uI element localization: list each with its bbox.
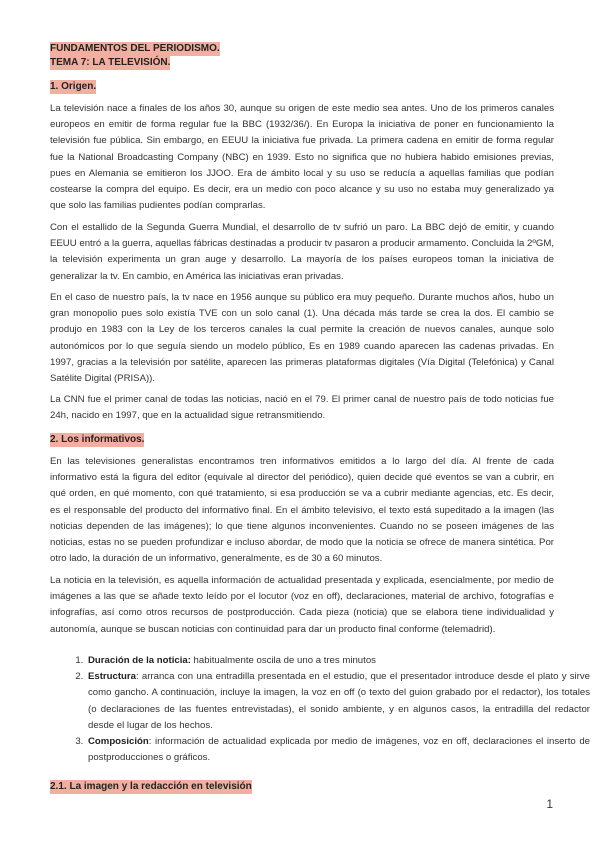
news-paragraph-2: La noticia en la televisión, es aquella información de actualidad presentada y explicada, esencialmente, por medio de imágenes a las que se añade texto leído por el locutor (voz en off), declaraciones, material de archivo, fotografías e infografías, así como otros recursos de postproducción. Cada pieza (noticia) que se elabora tiene individualidad y autonomía, aunque se buscan noticias con continuidad para dar un producto final conforme (telemadrid). — [50, 575, 554, 635]
news-feature-list — [50, 653, 590, 766]
news-paragraph-1: En las televisiones generalistas encontramos tren informativos emitidos a lo largo del día. Al frente de cada informativo está la figura del editor (equivale al director del periódico), quien decide qué eventos se van a cubrir, en qué orden, en qué momento, con qué tratamiento, si esa producción se va a cubrir mediante agencias, etc. Es decir, es el responsable del producto del informativo final. En el ámbito televisivo, el texto está supeditado a la imagen (las noticias dependen de las imágenes); lo que tiene algunos inconvenientes. Cuando no se poseen imágenes de las noticias, estas no se pueden profundizar e incluso abordar, de modo que la noticia se ofrece de manera sintética. Por otro lado, la duración de un informativo, generalmente, es de 30 a 60 minutos. — [50, 456, 554, 565]
list-item — [86, 653, 590, 669]
list-item-term: Duración de la noticia: — [88, 655, 191, 666]
section-heading-origin: 1. Origen. — [50, 81, 97, 92]
list-item-text: habitualmente oscila de uno a tres minutos — [190, 655, 376, 666]
list-item — [86, 669, 590, 734]
topic-title: TEMA 7: LA TELEVISIÓN. — [50, 57, 171, 68]
list-item-text: : información de actualidad explicada por medio de imágenes, voz en off, declaraciones el inserto de postproducciones o gráficos. — [88, 736, 590, 764]
list-item-text: : arranca con una entradilla presentada en el estudio, que el presentador introduce desde el plato y sirve como gancho. A continuación, incluye la imagen, la voz en off (o texto del guion grabado por el redactor), los totales (o declaraciones de las fuentes entrevistadas), el sonido ambiente, y en algunos casos, la entradilla del redactor desde el lugar de los hechos. — [88, 671, 590, 731]
subject-title: FUNDAMENTOS DEL PERIODISMO. — [50, 43, 220, 54]
origin-paragraph-2: Con el estallido de la Segunda Guerra Mundial, el desarrollo de tv sufrió un paro. La BBC dejó de emitir, y cuando EEUU entró a la guerra, aquellas fábricas destinadas a producir tv pasaron a producir armamento. Concluida la 2ºGM, la televisión experimenta un gran auge y desarrollo. La mayoría de los países europeos toman la iniciativa de generalizar la tv. En cambio, en América las iniciativas eran privadas. — [50, 222, 554, 282]
list-item — [86, 734, 590, 766]
list-item-term: Estructura — [88, 671, 136, 683]
origin-paragraph-4: La CNN fue el primer canal de todas las noticias, nació en el 79. El primer canal de nuestro país de todo noticias fue 24h, nacido en 1997, que en la actualidad sigue retransmitiendo. — [50, 394, 554, 422]
origin-paragraph-1: La televisión nace a finales de los años 30, aunque su origen de este medio sea antes. Uno de los primeros canales europeos en emitir de forma regular fue la BBC (1932/36/). En Europa la iniciativa de poner en funcionamiento la televisión fue pública. Sin embargo, en EEUU la iniciativa fue privada. La primera cadena en emitir de forma regular fue la National Broadcasting Company (NBC) en 1939. Esto no significa que no hubiera habido emisiones previas, pues en Alemania se emitieron los JJOO. Era de ámbito local y su uso se reducía a aquellas familias que podían costearse la compra del equipo. Es decir, era un medio con poco alcance y su uso no estaba muy generalizado ya que solo las familias pudientes podían comprarlas. — [50, 103, 554, 212]
list-item-term: Composición — [88, 736, 149, 748]
origin-paragraph-3: En el caso de nuestro país, la tv nace en 1956 aunque su público era muy pequeño. Durante muchos años, hubo un gran monopolio pues solo existía TVE con un solo canal (1). Una década más tarde se crea la dos. El cambio se produjo en 1983 con la Ley de los terceros canales la cual permite la creación de nuevos canales, aunque solo autonómicos por lo que seguía siendo un modelo público, Es en 1989 cuando aparecen las cadenas privadas. En 1997, gracias a la televisión por satélite, aparecen las primeras plataformas digitales (Vía Digital (Telefónica) y Canal Satélite Digital (PRISA)). — [50, 292, 554, 385]
section-heading-image-writing: 2.1. La imagen y la redacción en televisión — [50, 781, 252, 792]
section-heading-news: 2. Los informativos. — [50, 434, 145, 445]
page-number: 1 — [546, 797, 553, 811]
